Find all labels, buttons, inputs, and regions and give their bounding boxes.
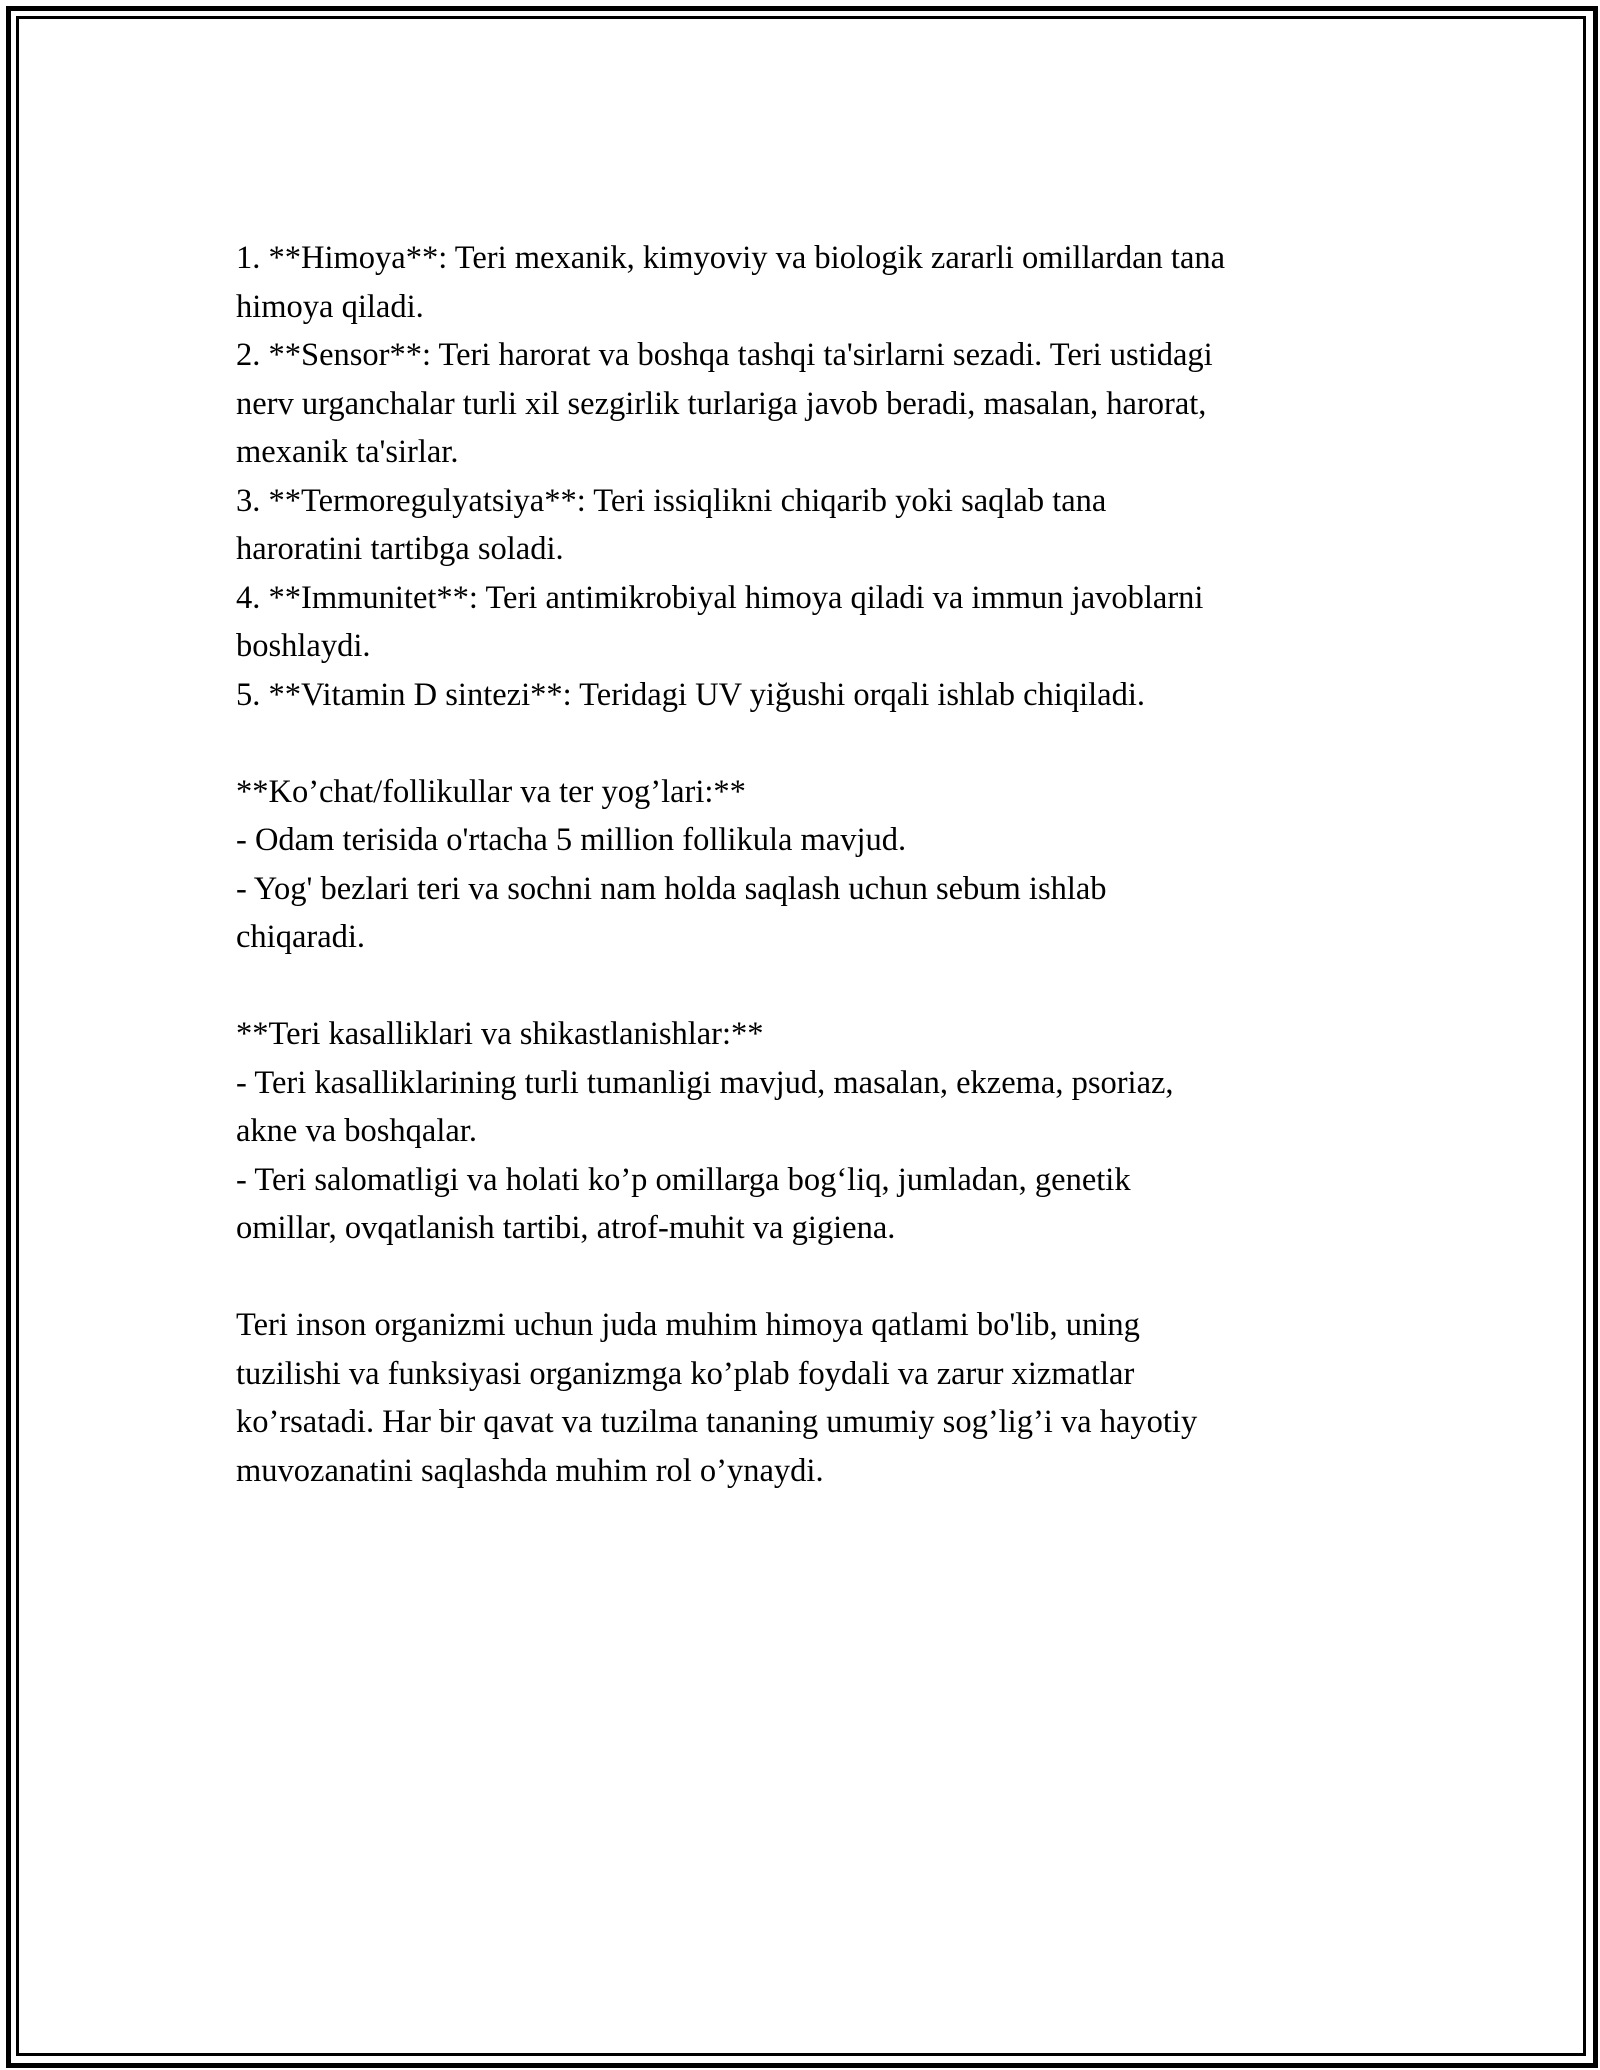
text-line: tuzilishi va funksiyasi organizmga ko’plab foydali va zarur xizmatlar: [236, 1355, 1135, 1392]
text-line: 2. **Sensor**: Teri harorat va boshqa tashqi ta'sirlarni sezadi. Teri ustidagi: [236, 337, 1213, 373]
text-line: - Teri salomatligi va holati ko’p omillarga bog‘liq, jumladan, genetik: [236, 1161, 1131, 1198]
text-line: - Teri kasalliklarining turli tumanligi mavjud, masalan, ekzema, psoriaz,: [236, 1064, 1174, 1101]
document-body: [236, 234, 1376, 1495]
paragraph-gap: [236, 719, 1376, 768]
text-line: nerv urganchalar turli xil sezgirlik turlariga javob beradi, masalan, harorat,: [236, 385, 1207, 422]
text-line: - Odam terisida o'rtacha 5 million follikula mavjud.: [236, 822, 907, 858]
list-item-immunitet: [236, 574, 1376, 671]
text-line: 5. **Vitamin D sintezi**: Teridagi UV yiğushi orqali ishlab chiqiladi.: [236, 676, 1145, 713]
text-line: boshlaydi.: [236, 628, 371, 664]
bullet-item: [236, 816, 1376, 865]
text-line: omillar, ovqatlanish tartibi, atrof-muhit va gigiena.: [236, 1210, 896, 1246]
text-line: 1. **Himoya**: Teri mexanik, kimyoviy va biologik zararli omillardan tana: [236, 240, 1226, 276]
text-line: - Yog' bezlari teri va sochni nam holda saqlash uchun sebum ishlab: [236, 870, 1107, 907]
conclusion-paragraph: [236, 1301, 1376, 1495]
list-item-himoya: [236, 234, 1376, 331]
skin-functions-list: [236, 234, 1376, 719]
text-line: himoya qiladi.: [236, 288, 424, 325]
bullet-item: [236, 865, 1376, 962]
follicles-section: [236, 768, 1376, 962]
text-line: mexanik ta'sirlar.: [236, 434, 459, 470]
text-line: ko’rsatadi. Har bir qavat va tuzilma tananing umumiy sog’lig’i va hayotiy: [236, 1404, 1198, 1440]
diseases-section: [236, 1010, 1376, 1253]
list-item-termoregulyatsiya: [236, 477, 1376, 574]
bullet-item: [236, 1059, 1376, 1156]
section-heading: **Teri kasalliklari va shikastlanishlar:**: [236, 1016, 764, 1052]
paragraph-gap: [236, 962, 1376, 1011]
text-line: muvozanatini saqlashda muhim rol o’ynaydi.: [236, 1452, 824, 1489]
list-item-sensor: [236, 331, 1376, 477]
text-line: akne va boshqalar.: [236, 1113, 477, 1149]
text-line: chiqaradi.: [236, 919, 366, 955]
text-line: 4. **Immunitet**: Teri antimikrobiyal himoya qiladi va immun javoblarni: [236, 579, 1204, 616]
text-line: haroratini tartibga soladi.: [236, 531, 564, 567]
section-heading: **Ko’chat/follikullar va ter yog’lari:**: [236, 773, 746, 810]
text-line: 3. **Termoregulyatsiya**: Teri issiqlikni chiqarib yoki saqlab tana: [236, 482, 1107, 519]
text-line: Teri inson organizmi uchun juda muhim himoya qatlami bo'lib, uning: [236, 1307, 1140, 1343]
bullet-item: [236, 1156, 1376, 1253]
list-item-vitamin-d: [236, 671, 1376, 720]
paragraph-gap: [236, 1253, 1376, 1302]
